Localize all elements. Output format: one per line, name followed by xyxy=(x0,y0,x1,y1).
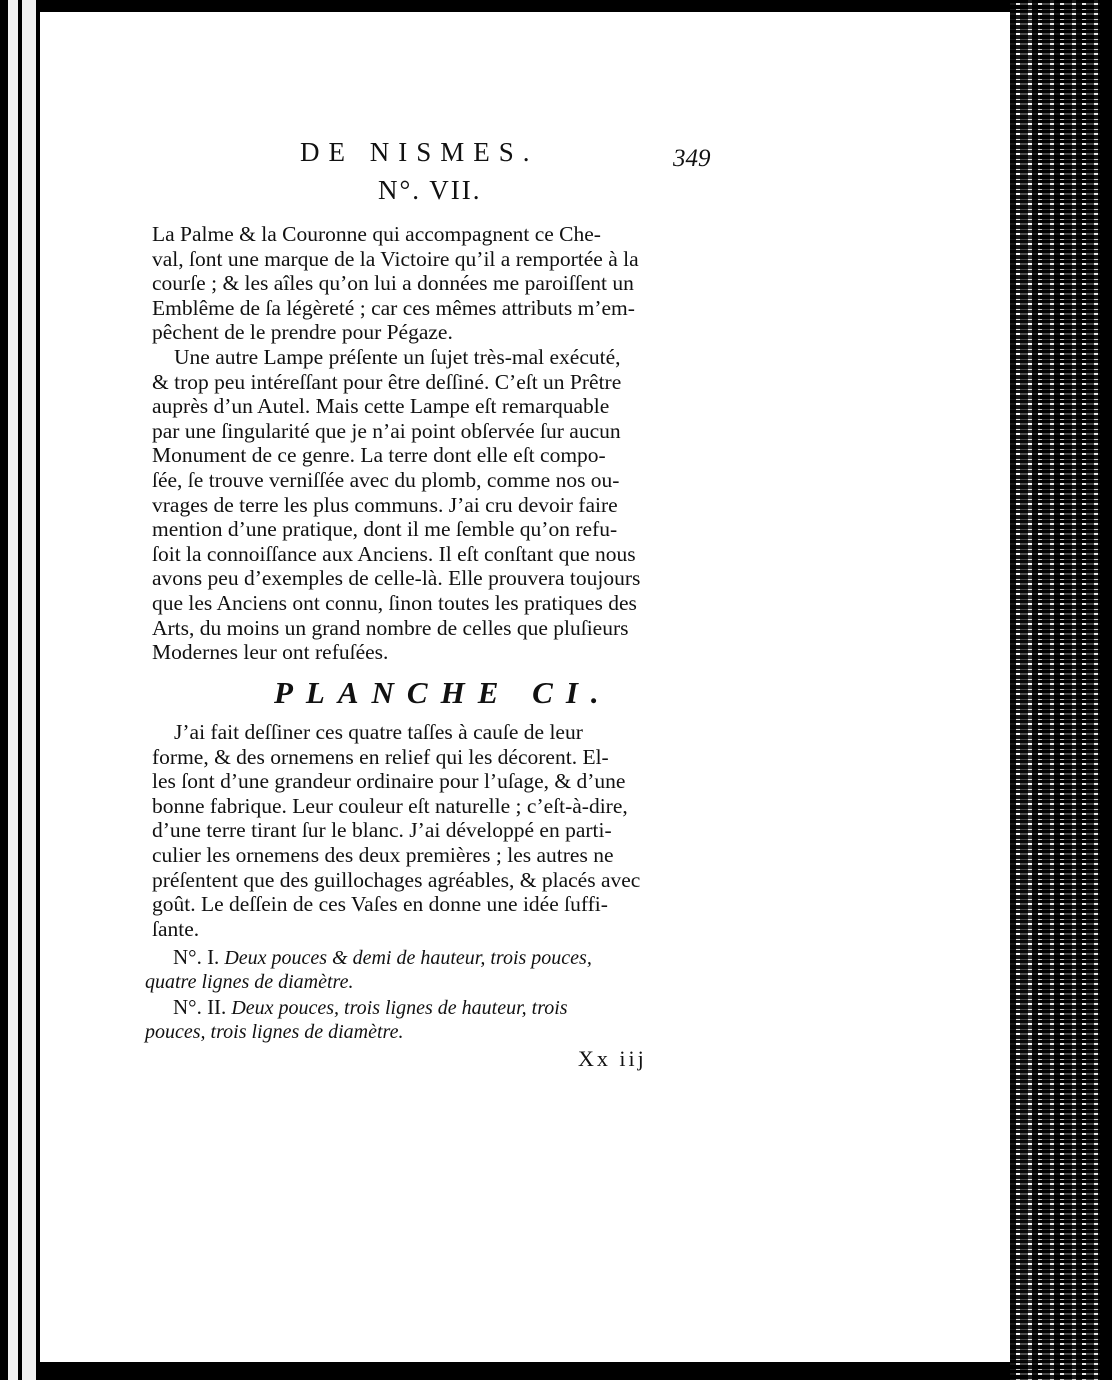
note-1-text: Deux pouces & demi de hauteur, trois pouces, xyxy=(224,947,592,969)
left-page-shadow xyxy=(22,0,36,1380)
right-frame-strip xyxy=(1100,0,1112,1380)
paragraph-3-line: forme, & des ornemens en relief qui les décorent. El- xyxy=(152,744,609,769)
paragraph-2-line: ſée, ſe trouve verniſſée avec du plomb, comme nos ou- xyxy=(152,467,620,492)
paragraph-3-line: ſante. xyxy=(152,916,200,941)
paragraph-2-line: mention d’une pratique, dont il me ſemble qu’on refu- xyxy=(152,517,618,542)
paragraph-3-line: culier les ornemens des deux premières ; les autres ne xyxy=(152,842,614,867)
paragraph-3-line: J’ai fait deſſiner ces quatre taſſes à cauſe de leur xyxy=(174,720,583,744)
note-2-number: N°. II. xyxy=(173,995,227,1019)
gathering-signature: Xx iij xyxy=(578,1046,647,1071)
paragraph-2-line: vrages de terre les plus communs. J’ai cru devoir faire xyxy=(152,492,618,517)
paragraph-2-line: Une autre Lampe préſente un ſujet très-mal exécuté, xyxy=(174,345,621,369)
paragraph-1-line: pêchent de le prendre pour Pégaze. xyxy=(152,320,453,345)
left-page-edge xyxy=(8,0,18,1380)
paragraph-3-line: bonne fabrique. Leur couleur eſt naturelle ; c’eſt-à-dire, xyxy=(152,793,628,818)
paragraph-2-line: auprès d’un Autel. Mais cette Lampe eſt remarquable xyxy=(152,394,610,419)
page-number: 349 xyxy=(673,145,711,172)
note-2-continuation: pouces, trois lignes de diamètre. xyxy=(145,1021,404,1043)
paragraph-3 xyxy=(152,720,708,941)
note-1-continuation: quatre lignes de diamètre. xyxy=(145,971,354,993)
note-1-number: N°. I. xyxy=(173,945,220,969)
paragraph-1-line: val, ſont une marque de la Victoire qu’il a remportée à la xyxy=(152,246,639,271)
note-2-line-2 xyxy=(145,1020,705,1044)
paragraph-2-line: & trop peu intéreſſant pour être deſſiné. C’eſt un Prêtre xyxy=(152,369,622,394)
paragraph-2 xyxy=(152,345,708,665)
paragraph-1-line: Emblême de ſa légèreté ; car ces mêmes attributs m’em- xyxy=(152,295,635,320)
note-1-line-2 xyxy=(145,970,705,994)
paragraph-2-line: avons peu d’exemples de celle-là. Elle prouvera toujours xyxy=(152,566,641,591)
paragraph-2-line: par une ſingularité que je n’ai point obſervée ſur aucun xyxy=(152,418,621,443)
paragraph-2-line: Monument de ce genre. La terre dont elle eſt compo- xyxy=(152,443,606,468)
section-heading: N°. VII. xyxy=(378,175,482,205)
paragraph-2-line: Modernes leur ont refuſées. xyxy=(152,640,389,665)
note-2-text: Deux pouces, trois lignes de hauteur, trois xyxy=(231,997,568,1019)
note-1-line-1 xyxy=(173,945,733,970)
plate-heading: PLANCHE CI. xyxy=(274,675,612,710)
running-title: DE NISMES. xyxy=(300,137,539,167)
paragraph-3-line: préſentent que des guillochages agréables, & placés avec xyxy=(152,867,641,892)
paragraph-2-line: ſoit la connoiſſance aux Anciens. Il eſt conſtant que nous xyxy=(152,541,636,566)
right-edge-texture xyxy=(1010,0,1105,1380)
paragraph-1 xyxy=(152,222,708,345)
paragraph-2-line: que les Anciens ont connu, ſinon toutes les pratiques des xyxy=(152,590,637,615)
paragraph-2-line: Arts, du moins un grand nombre de celles que pluſieurs xyxy=(152,615,629,640)
note-2-line-1 xyxy=(173,995,733,1020)
paragraph-3-line: d’une terre tirant ſur le blanc. J’ai développé en parti- xyxy=(152,818,612,843)
paragraph-3-line: les ſont d’une grandeur ordinaire pour l’uſage, & d’une xyxy=(152,769,626,794)
paragraph-3-line: goût. Le deſſein de ces Vaſes en donne une idée ſuffi- xyxy=(152,892,608,917)
paragraph-1-line: La Palme & la Couronne qui accompagnent ce Che- xyxy=(152,222,601,246)
paragraph-1-line: courſe ; & les aîles qu’on lui a données me paroiſſent un xyxy=(152,271,634,296)
